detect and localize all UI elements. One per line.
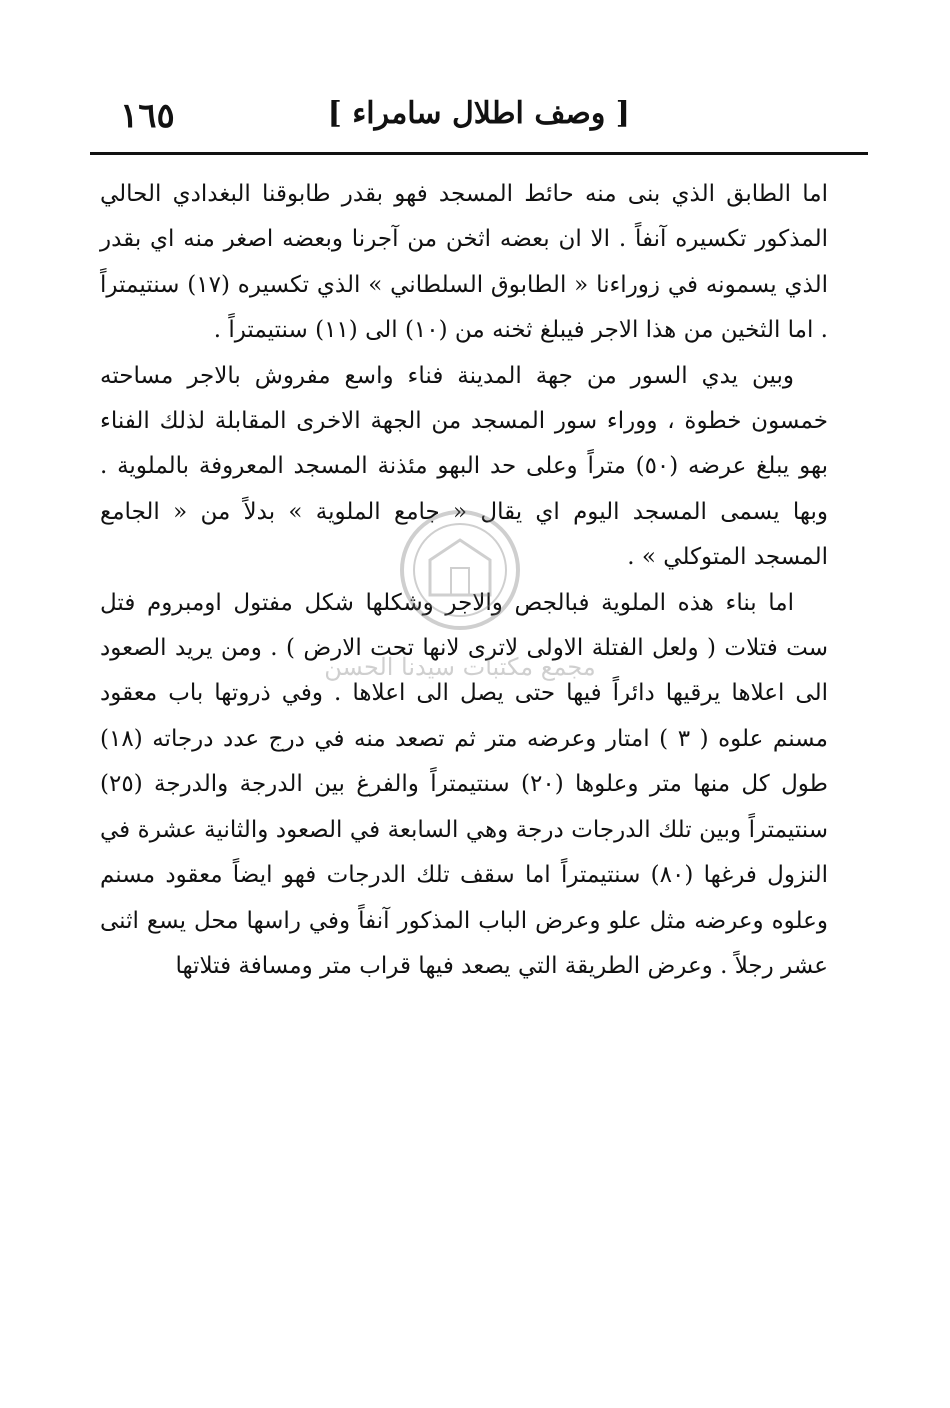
paragraph-3: اما بناء هذه الملوية فبالجص والاجر وشكلها شكل مفتول اومبروم فتل ست فتلات ( ولعل الفتلة الاولى لاترى لانها تحت الارض ) . ومن يريد الصعود الى اعلاها يرقيها دائراً فيها حتى يصل الى اعلاها . وفي ذروتها باب معقود مسنم علوه ( ٣ ) امتار وعرضه متر ثم تصعد منه في درج عدد درجاته (١٨) طول كل منها متر وعلوها (٢٠) سنتيمتراً والفرغ بين الدرجة والدرجة (٢٥) سنتيمتراً وبين تلك الدرجات درجة وهي السابعة في الصعود والثانية عشرة في النزول فرغها (٨٠) سنتيمتراً اما سقف تلك الدرجات فهو ايضاً معقود مسنم وعلوه وعرضه مثل علو وعرض الباب المذكور آنفاً وفي راسها محل يسع اثنى عشر رجلاً . وعرض الطريقة التي يصعد فيها قراب متر ومسافة فتلاتها: [100, 589, 829, 979]
watermark-text: مجمع مكتبات سيدنا الحسن: [325, 653, 595, 681]
page-header: [100, 92, 860, 144]
page-number: ١٦٥: [120, 96, 175, 136]
header-rule: [90, 152, 868, 155]
paragraph-2: وبين يدي السور من جهة المدينة فناء واسع مفروش بالاجر مساحته خمسون خطوة ، ووراء سور المسجد من الجهة الاخرى المقابلة لذلك الفناء بهو يبلغ عرضه (٥٠) متراً وعلى حد البهو مئذنة المسجد المعروفة بالملوية . وبها يسمى المسجد اليوم اي يقال « جامع الملوية » بدلاً من « الجامع المسجد المتوكلي » .: [100, 362, 828, 571]
running-title: [ وصف اطلال سامراء ]: [327, 96, 630, 131]
body-text: [100, 172, 828, 989]
paragraph-1: اما الطابق الذي بنى منه حائط المسجد فهو بقدر طابوقنا البغدادي الحالي المذكور تكسيره آنفاً . الا ان بعضه اثخن من آجرنا وبعضه اصغر منه اي بقدر الذي يسمونه في زوراءنا « الطابوق السلطاني » الذي تكسيره (١٧) سنتيمتراً . اما الثخين من هذا الاجر فيبلغ ثخنه من (١٠) الى (١١) سنتيمتراً .: [100, 181, 828, 344]
